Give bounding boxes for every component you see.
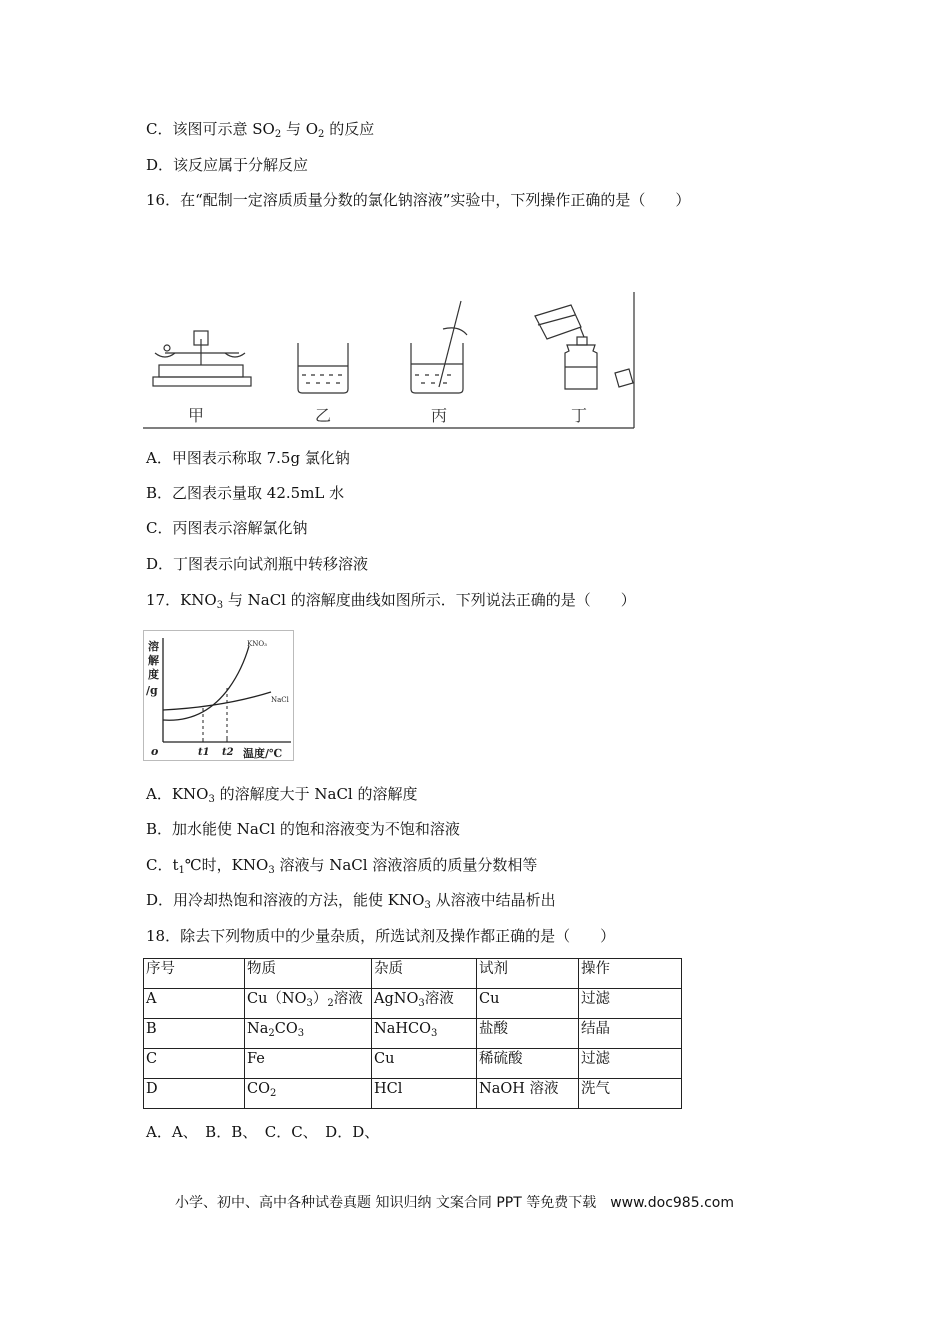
ylabel-char-1: 溶 [148,640,159,653]
operation-cell: 洗气 [579,1079,682,1109]
q16-option-c: C．丙图表示溶解氯化钠 [146,519,308,537]
origin-label: o [151,745,159,758]
q17-option-a: A．$KNO_3$ 的溶解度大于 NaCl 的溶解度 [146,785,418,805]
x-tick-t1: t1 [198,747,210,758]
substance-cell: Fe [245,1049,372,1079]
table-row [144,1049,682,1079]
footer-text: 小学、初中、高中各种试卷真题 知识归纳 文案合同 PPT 等免费下载 www.doc985.com [175,1195,734,1211]
reagent-cell: 盐酸 [477,1019,579,1049]
q18-table [143,958,682,1109]
header-cell: 序号 [144,959,245,989]
figure-label-ding: 丁 [571,406,588,425]
q15-option-d: D．该反应属于分解反应 [146,156,309,174]
q18-answer-options: A．A、 B．B、 C．C、 D．D、 [146,1123,380,1141]
table-row [144,1079,682,1109]
row-id: D [144,1079,245,1109]
q17-stem: 17．$KNO_3$ 与 NaCl 的溶解度曲线如图所示．下列说法正确的是（ ） [146,591,636,611]
header-cell: 试剂 [477,959,579,989]
q15-option-c: C．该图可示意 $SO_2$ 与 $O_2$ 的反应 [146,120,375,140]
ylabel-char-3: 度 [148,668,159,681]
operation-cell: 结晶 [579,1019,682,1049]
reagent-bottle-icon [535,305,633,389]
q17-option-c: C．$t_1℃$时，$KNO_3$ 溶液与 NaCl 溶液溶质的质量分数相等 [146,856,538,876]
beaker-stirring-icon [411,301,467,393]
solubility-chart [143,630,295,762]
impurity-cell: Cu [372,1049,477,1079]
row-id: A [144,989,245,1019]
q16-option-d: D．丁图表示向试剂瓶中转移溶液 [146,555,369,573]
kno3-legend: KNO₃ [247,640,267,648]
figure-label-yi: 乙 [315,406,332,425]
operation-cell: 过滤 [579,1049,682,1079]
table-header-row [144,959,682,989]
impurity-cell: NaHCO$_3$ [372,1019,477,1049]
impurity-cell: HCl [372,1079,477,1109]
reagent-cell: Cu [477,989,579,1019]
substance-cell: $CO_2$ [245,1079,372,1109]
q16-option-a: A．甲图表示称取 7.5g 氯化钠 [146,449,350,467]
ylabel-char-2: 解 [148,654,159,667]
q16-figure [143,291,636,429]
q17-option-b: B．加水能使 NaCl 的饱和溶液变为不饱和溶液 [146,820,460,838]
header-cell: 操作 [579,959,682,989]
nacl-legend: NaCl [271,696,289,704]
table-row [144,1019,682,1049]
header-cell: 杂质 [372,959,477,989]
q18-stem: 18．除去下列物质中的少量杂质，所选试剂及操作都正确的是（ ） [146,927,616,945]
substance-cell: $Cu(NO_3)_2$溶液 [245,989,372,1019]
balance-icon [153,331,251,386]
substance-cell: $Na_2CO_3$ [245,1019,372,1049]
q16-option-b: B．乙图表示量取 42.5mL 水 [146,484,345,502]
beaker-icon [298,343,348,393]
row-id: C [144,1049,245,1079]
x-tick-t2: t2 [222,747,234,758]
figure-label-bing: 丙 [431,406,448,425]
reagent-cell: NaOH 溶液 [477,1079,579,1109]
figure-label-jia: 甲 [188,406,205,425]
xlabel: 温度/℃ [243,747,283,760]
q17-option-d: D．用冷却热饱和溶液的方法，能使 $KNO_3$ 从溶液中结晶析出 [146,891,556,911]
impurity-cell: AgNO$_3$溶液 [372,989,477,1019]
ylabel-char-4: /g [146,684,158,697]
reagent-cell: 稀硫酸 [477,1049,579,1079]
header-cell: 物质 [245,959,372,989]
table-row [144,989,682,1019]
operation-cell: 过滤 [579,989,682,1019]
q16-stem: 16．在“配制一定溶质质量分数的氯化钠溶液”实验中，下列操作正确的是（ ） [146,191,691,209]
row-id: B [144,1019,245,1049]
